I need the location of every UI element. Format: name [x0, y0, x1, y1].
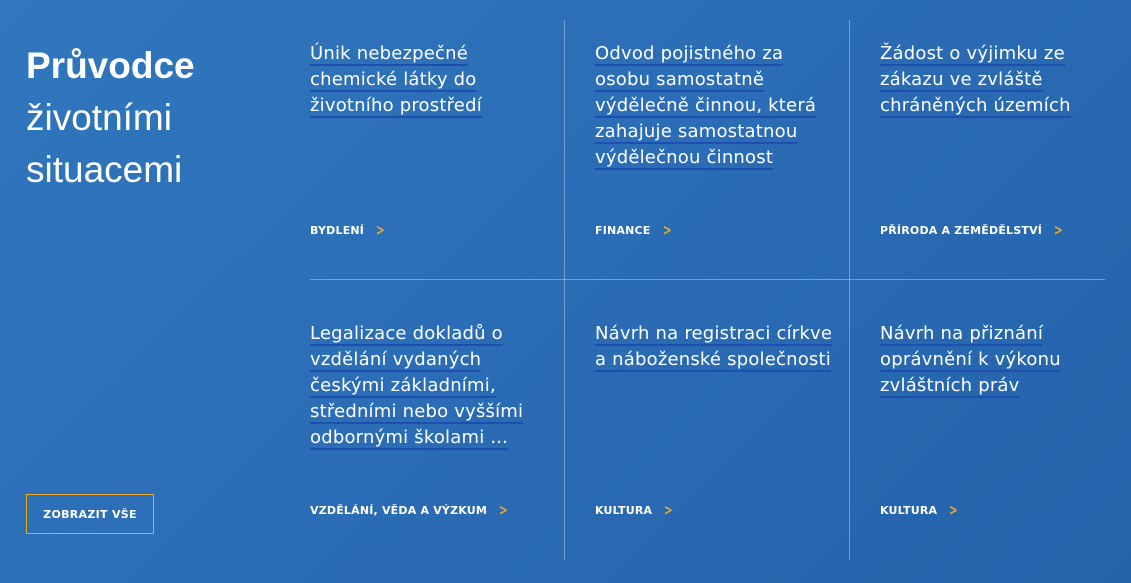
- category-link[interactable]: [310, 501, 510, 519]
- situation-title-link[interactable]: Návrh na přiznání oprávnění k výkonu zvláštních práv: [880, 323, 1061, 396]
- grid-divider-vertical-2: [849, 20, 850, 560]
- situations-grid: [310, 20, 1105, 560]
- show-all-button[interactable]: ZOBRAZIT VŠE: [26, 494, 154, 534]
- situation-card: [595, 20, 835, 270]
- section-title-strong: Průvodce: [26, 45, 195, 86]
- situation-title-link[interactable]: Legalizace dokladů o vzdělání vydaných českými základními, středními nebo vyššími odbornými školami ...: [310, 323, 524, 448]
- chevron-right-icon: >: [1054, 221, 1063, 239]
- grid-divider-vertical-1: [564, 20, 565, 560]
- situation-title-link[interactable]: Návrh na registraci církve a náboženské společnosti: [595, 323, 833, 370]
- category-link[interactable]: [880, 221, 1065, 239]
- section-title-line-1: životními: [26, 97, 172, 138]
- category-label: FINANCE: [595, 224, 651, 237]
- intro-section: [26, 40, 286, 196]
- situation-title-link[interactable]: Odvod pojistného za osobu samostatně výdělečně činnou, která zahajuje samostatnou výdělečnou činnost: [595, 43, 817, 168]
- situation-card: [595, 300, 835, 550]
- situation-card: [880, 20, 1120, 270]
- section-title-line-2: situacemi: [26, 149, 183, 190]
- grid-divider-horizontal: [310, 279, 1105, 280]
- situation-card: [880, 300, 1120, 550]
- category-link[interactable]: [595, 501, 675, 519]
- chevron-right-icon: >: [498, 501, 508, 519]
- category-label: KULTURA: [595, 504, 653, 517]
- chevron-right-icon: >: [664, 501, 674, 519]
- situation-card: [310, 20, 550, 270]
- situation-card: [310, 300, 550, 550]
- section-title: [26, 40, 286, 196]
- chevron-right-icon: >: [662, 221, 672, 239]
- category-label: KULTURA: [880, 504, 938, 517]
- situation-title-link[interactable]: Únik nebezpečné chemické látky do životního prostředí: [310, 43, 482, 116]
- category-link[interactable]: [595, 221, 673, 239]
- category-link[interactable]: [880, 501, 960, 519]
- situation-title-link[interactable]: Žádost o výjimku ze zákazu ve zvláště chráněných územích: [880, 43, 1071, 116]
- category-label: BYDLENÍ: [310, 224, 365, 237]
- category-label: VZDĚLÁNÍ, VĚDA A VÝZKUM: [310, 504, 488, 517]
- category-label: PŘÍRODA A ZEMĚDĚLSTVÍ: [880, 224, 1043, 237]
- chevron-right-icon: >: [376, 221, 385, 239]
- chevron-right-icon: >: [949, 501, 959, 519]
- category-link[interactable]: [310, 221, 387, 239]
